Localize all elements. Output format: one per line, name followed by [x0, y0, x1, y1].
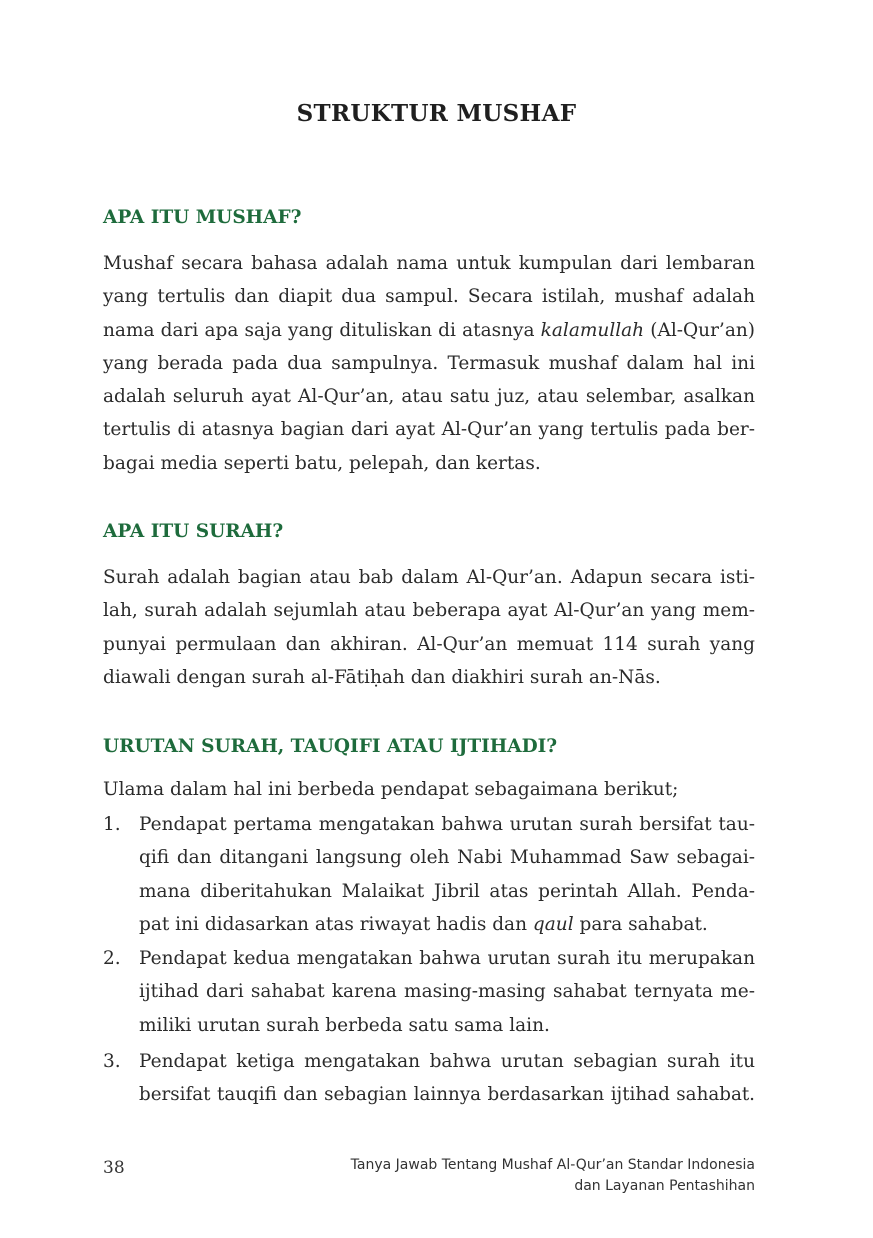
text-line: Pendapat kedua mengatakan bahwa urutan surah itu merupakan	[139, 948, 755, 969]
text-line	[103, 314, 755, 347]
text-line: Mushaf secara bahasa adalah nama untuk kumpulan dari lembaran	[103, 253, 755, 274]
italic-term: qaul	[532, 913, 574, 935]
section-heading-mushaf: APA ITU MUSHAF?	[103, 207, 302, 228]
list-number: 1.	[103, 814, 121, 835]
text-line: diawali dengan surah al-Fātiḥah dan diakhiri surah an-Nās.	[103, 666, 661, 688]
paragraph-mushaf	[103, 247, 755, 480]
book-title-line: Tanya Jawab Tentang Mushaf Al-Qur’an Standar Indonesia	[350, 1157, 755, 1173]
text-line: Pendapat ketiga mengatakan bahwa urutan sebagian surah itu	[139, 1051, 755, 1072]
text-line: ijtihad dari sahabat karena masing-masing sahabat ternyata me-	[139, 981, 755, 1003]
book-title-line: dan Layanan Pentashihan	[574, 1178, 755, 1194]
page-title: STRUKTUR MUSHAF	[296, 100, 577, 127]
text-segment: (Al-Qur’an)	[650, 319, 755, 341]
text-segment: pat ini didasarkan atas riwayat hadis dan	[139, 913, 528, 935]
text-line: Surah adalah bagian atau bab dalam Al-Qur’an. Adapun secara isti-	[103, 567, 755, 588]
list-number: 3.	[103, 1051, 121, 1072]
text-line: bersifat tauqifi dan sebagian lainnya berdasarkan ijtihad sahabat.	[139, 1084, 755, 1106]
italic-term: kalamullah	[540, 319, 645, 341]
text-line: miliki urutan surah berbeda satu sama lain.	[139, 1014, 550, 1036]
list-number: 2.	[103, 948, 121, 969]
section-heading-urutan: URUTAN SURAH, TAUQIFI ATAU IJTIHADI?	[103, 736, 558, 757]
page-number: 38	[103, 1158, 125, 1178]
paragraph-surah	[103, 561, 755, 694]
text-line: yang berada pada dua sampulnya. Termasuk mushaf dalam hal ini	[103, 352, 755, 374]
section-heading-surah: APA ITU SURAH?	[103, 521, 284, 542]
text-line: punyai permulaan dan akhiran. Al-Qur’an memuat 114 surah yang	[103, 633, 755, 655]
text-line: bagai media seperti batu, pelepah, dan kertas.	[103, 452, 541, 474]
text-line: adalah seluruh ayat Al-Qur’an, atau satu juz, atau selembar, asalkan	[103, 386, 755, 408]
running-footer	[351, 1155, 755, 1197]
text-segment: nama dari apa saja yang dituliskan di atasnya	[103, 319, 535, 341]
text-line: qifi dan ditangani langsung oleh Nabi Muhammad Saw sebagai-	[139, 847, 755, 869]
text-segment: para sahabat.	[579, 913, 708, 935]
text-line: Ulama dalam hal ini berbeda pendapat sebagaimana berikut;	[103, 779, 679, 800]
text-line: lah, surah adalah sejumlah atau beberapa ayat Al-Qur’an yang mem-	[103, 600, 755, 622]
text-line: tertulis di atasnya bagian dari ayat Al-Qur’an yang tertulis pada ber-	[103, 419, 755, 441]
text-line: Pendapat pertama mengatakan bahwa urutan surah bersifat tau-	[139, 814, 755, 835]
text-line	[139, 908, 755, 941]
text-line: mana diberitahukan Malaikat Jibril atas perintah Allah. Penda-	[139, 880, 755, 902]
text-line: yang tertulis dan diapit dua sampul. Secara istilah, mushaf adalah	[103, 286, 755, 308]
paragraph-urutan-intro	[103, 773, 755, 806]
